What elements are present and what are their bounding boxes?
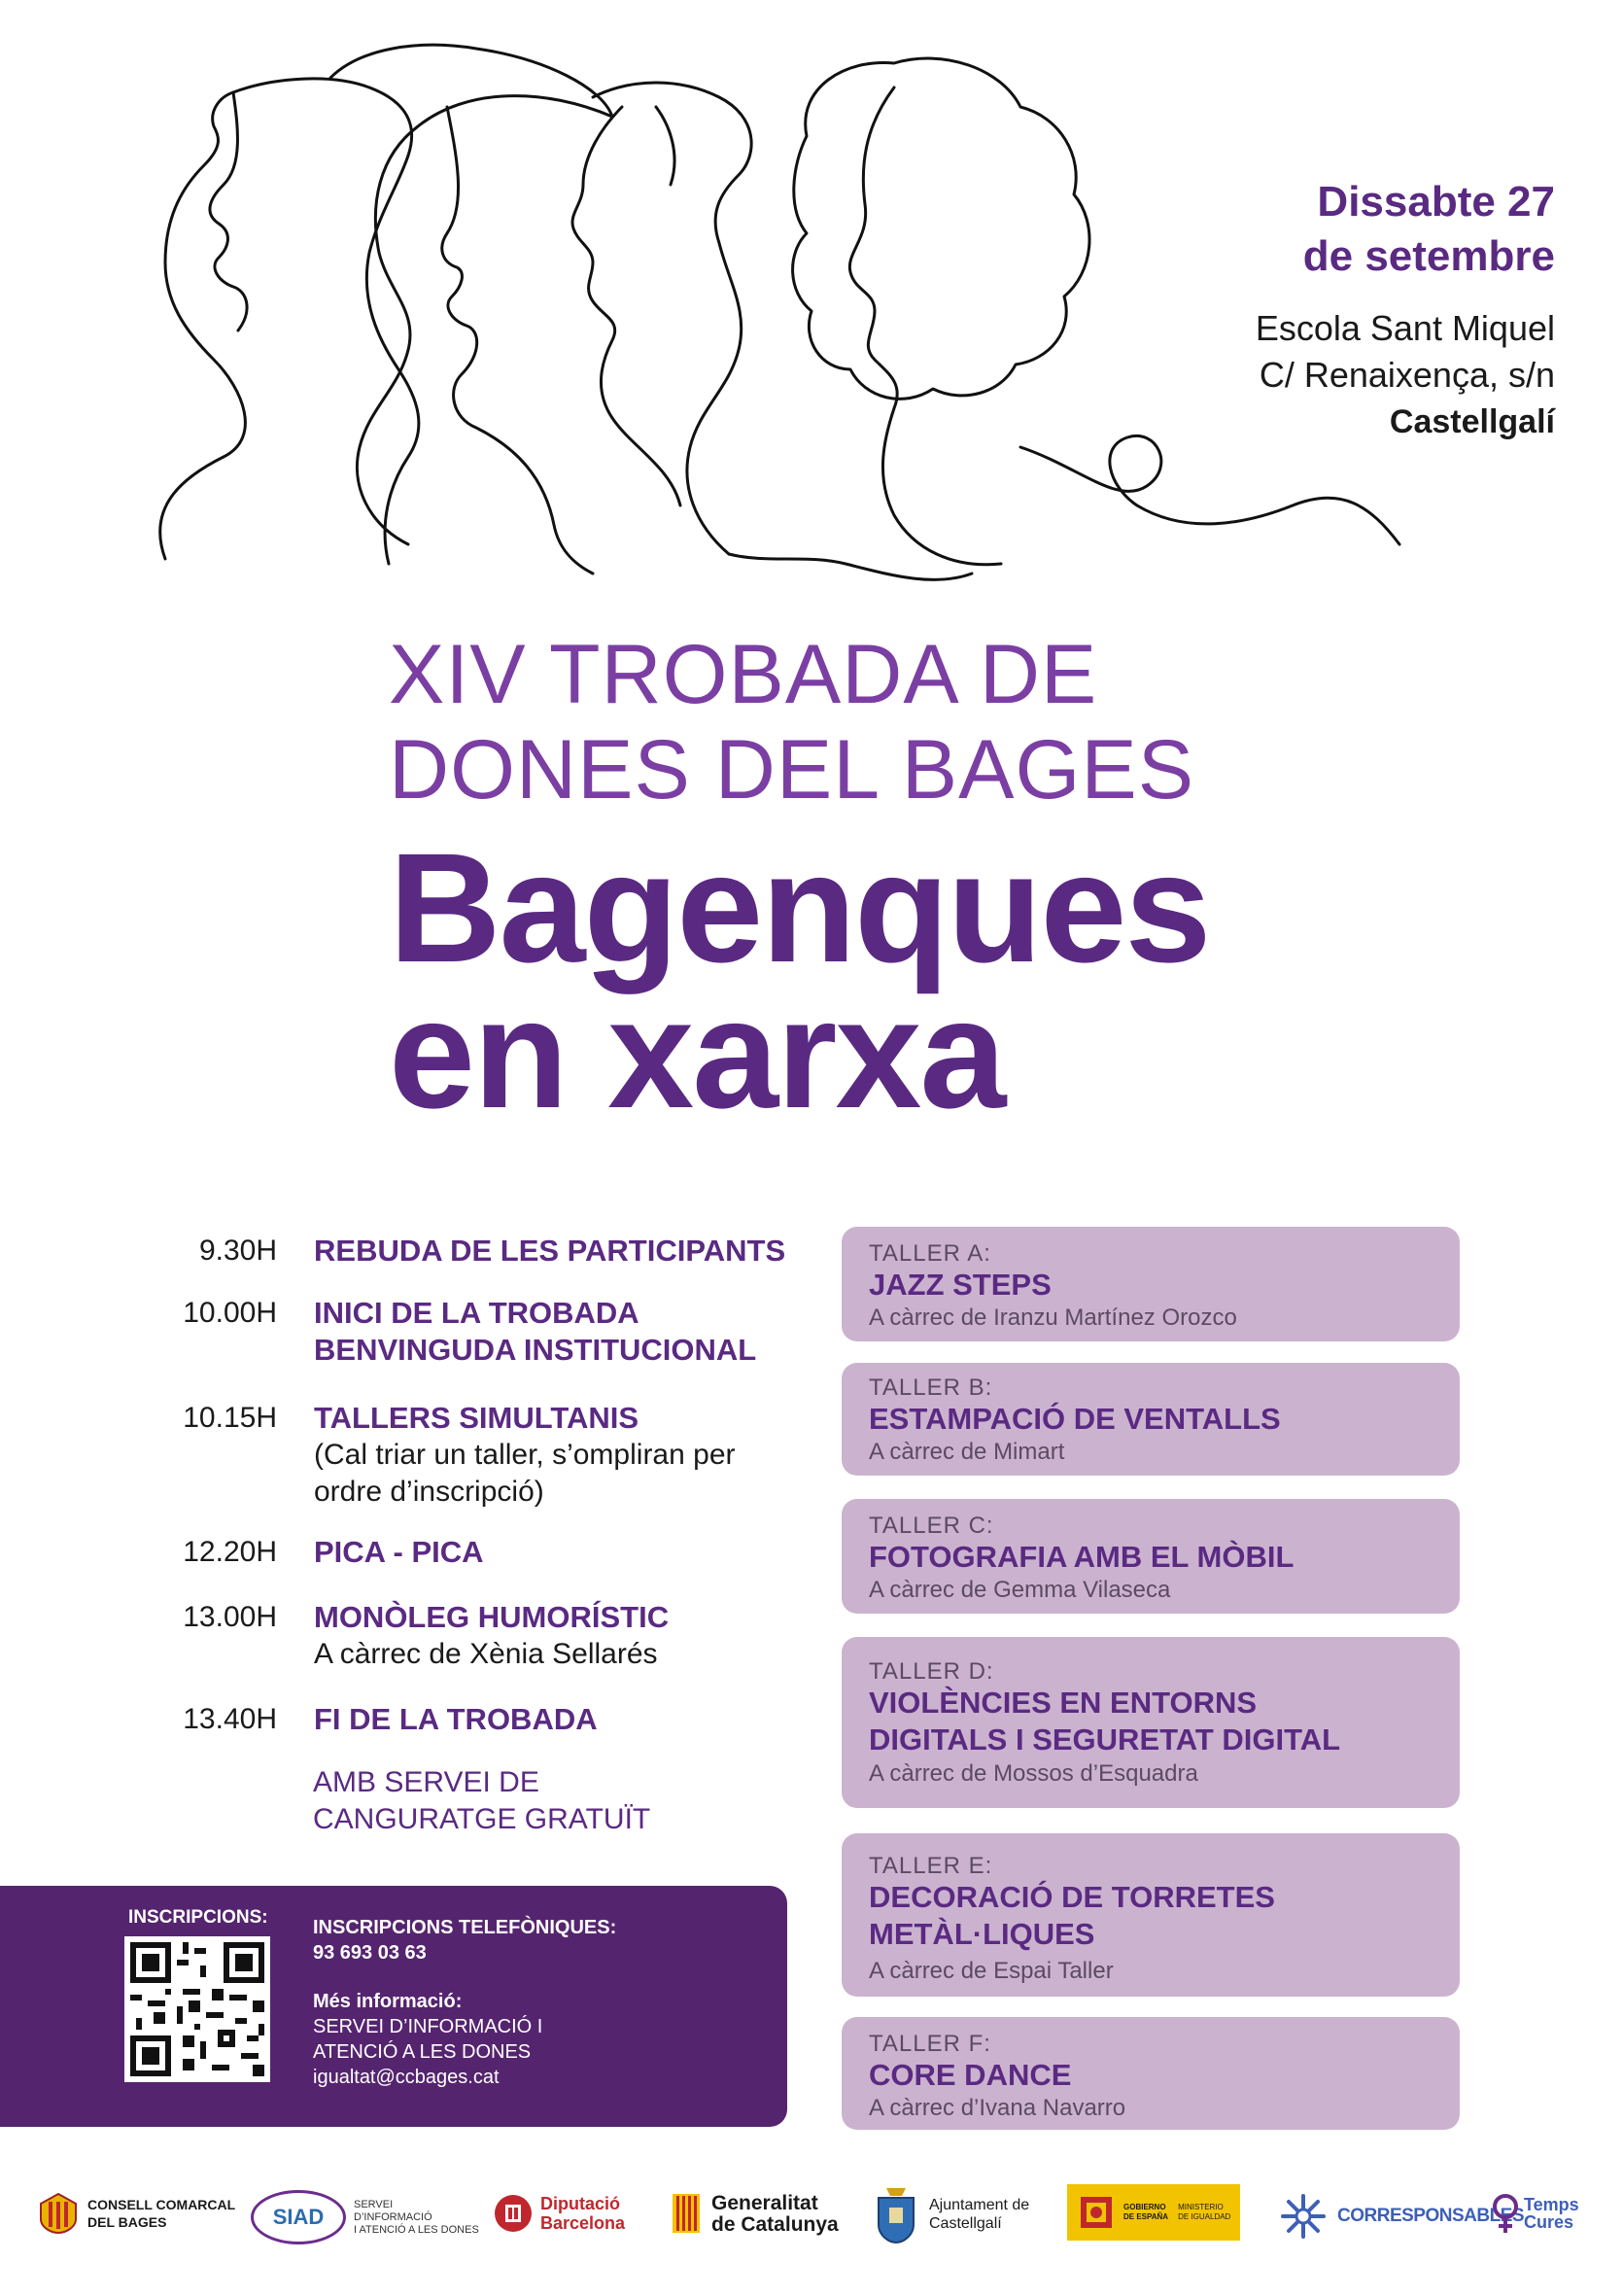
- info-line2: ATENCIÓ A LES DONES: [313, 2041, 532, 2063]
- schedule-title: INICI DE LA TROBADA: [314, 1296, 639, 1330]
- schedule-time: 13.00H: [183, 1601, 277, 1633]
- corresponsables-text: CORRESPONSABLES: [1337, 2206, 1525, 2226]
- event-date-month: de setembre: [1302, 232, 1555, 280]
- taller-host: A càrrec d’Ivana Navarro: [869, 2095, 1126, 2121]
- venue-town: Castellgalí: [1389, 403, 1555, 440]
- taller-title: CORE DANCE: [869, 2058, 1072, 2092]
- ministerio-line2: DE IGUALDAD: [1178, 2212, 1231, 2221]
- taller-host: A càrrec de Espai Taller: [869, 1958, 1114, 1984]
- schedule-title: TALLERS SIMULTANIS: [314, 1401, 639, 1435]
- event-slogan-line1: Bagenques: [389, 820, 1210, 994]
- ajuntament-logo: [873, 2182, 1029, 2246]
- diputacio-line2: Barcelona: [540, 2213, 626, 2233]
- info-line1: SERVEI D’INFORMACIÓ I: [313, 2016, 543, 2037]
- ajuntament-crest-icon: [873, 2182, 919, 2246]
- qr-label: INSCRIPCIONS:: [128, 1907, 268, 1928]
- event-title-line1: XIV TROBADA DE: [389, 628, 1098, 721]
- taller-title: ESTAMPACIÓ DE VENTALLS: [869, 1402, 1281, 1436]
- taller-label: TALLER D:: [869, 1658, 994, 1685]
- temps-line1: Temps: [1524, 2195, 1579, 2214]
- taller-box-d: [842, 1637, 1460, 1808]
- siad-line2: D’INFORMACIÓ: [354, 2210, 432, 2223]
- taller-box-c: [842, 1499, 1460, 1614]
- taller-box-e: [842, 1833, 1460, 1997]
- taller-label: TALLER F:: [869, 2031, 991, 2057]
- schedule-title: FI DE LA TROBADA: [314, 1702, 598, 1736]
- schedule-time: 10.15H: [183, 1402, 277, 1434]
- taller-title: VIOLÈNCIES EN ENTORNS: [869, 1686, 1258, 1720]
- generalitat-line1: Generalitat: [711, 2192, 818, 2214]
- childcare-service-note: [313, 1764, 650, 1838]
- corresponsables-logo: [1279, 2192, 1524, 2241]
- phone-number[interactable]: 93 693 03 63: [313, 1942, 427, 1964]
- event-title-line2: DONES DEL BAGES: [389, 723, 1195, 817]
- taller-title: JAZZ STEPS: [869, 1268, 1052, 1302]
- generalitat-line2: de Catalunya: [711, 2213, 839, 2236]
- gobierno-line2: DE ESPAÑA: [1123, 2212, 1169, 2221]
- diputacio-emblem-icon: [494, 2194, 533, 2233]
- info-heading: Més informació:: [313, 1991, 463, 2012]
- venus-icon: [1491, 2192, 1520, 2235]
- service-line2: CANGURATGE GRATUÏT: [313, 1803, 651, 1835]
- taller-host: A càrrec de Mossos d’Esquadra: [869, 1760, 1198, 1787]
- phone-heading: INSCRIPCIONS TELEFÒNIQUES:: [313, 1917, 617, 1938]
- taller-title: DECORACIÓ DE TORRETES: [869, 1880, 1275, 1914]
- schedule-time: 12.20H: [183, 1536, 277, 1568]
- info-email[interactable]: igualtat@ccbages.cat: [313, 2067, 500, 2088]
- schedule-time: 9.30H: [198, 1235, 277, 1267]
- corresponsables-star-icon: [1279, 2192, 1328, 2241]
- consell-line2: DEL BAGES: [87, 2214, 167, 2230]
- schedule-title: REBUDA DE LES PARTICIPANTS: [314, 1234, 786, 1268]
- siad-logo: [251, 2190, 479, 2244]
- qr-code[interactable]: [124, 1936, 270, 2082]
- schedule-title: PICA - PICA: [314, 1535, 484, 1569]
- schedule-note: ordre d’inscripció): [314, 1476, 544, 1508]
- title-block: [389, 627, 1210, 1140]
- service-line1: AMB SERVEI DE: [313, 1766, 539, 1798]
- taller-host: A càrrec de Iranzu Martínez Orozco: [869, 1305, 1237, 1331]
- diputacio-logo: [494, 2194, 625, 2233]
- ajuntament-line2: Castellgalí: [929, 2215, 1002, 2232]
- taller-title-line2: METÀL·LIQUES: [869, 1917, 1095, 1951]
- taller-box-f: [842, 2017, 1460, 2130]
- temps-line2: Cures: [1524, 2212, 1574, 2232]
- generalitat-logo: [671, 2192, 839, 2237]
- generalitat-emblem-icon: [671, 2192, 702, 2237]
- schedule-note: A càrrec de Xènia Sellarés: [314, 1638, 658, 1670]
- ministerio-igualdad-logo: [1067, 2184, 1240, 2241]
- taller-label: TALLER B:: [869, 1374, 993, 1401]
- taller-title: FOTOGRAFIA AMB EL MÒBIL: [869, 1540, 1295, 1574]
- ministerio-line1: MINISTERIO: [1178, 2203, 1224, 2211]
- event-info: [1256, 175, 1555, 445]
- siad-line1: SERVEI: [354, 2198, 394, 2210]
- taller-label: TALLER E:: [869, 1853, 993, 1879]
- ajuntament-line1: Ajuntament de: [929, 2197, 1030, 2213]
- consell-comarcal-logo: [39, 2192, 235, 2235]
- siad-mark: SIAD: [251, 2190, 346, 2244]
- taller-host: A càrrec de Mimart: [869, 1439, 1065, 1465]
- gobierno-line1: GOBIERNO: [1123, 2203, 1166, 2211]
- venue-address: C/ Renaixença, s/n: [1259, 355, 1555, 395]
- event-date: Dissabte 27: [1317, 178, 1555, 226]
- schedule-time: 10.00H: [183, 1297, 277, 1329]
- event-slogan-line2: en xarxa: [389, 966, 1005, 1140]
- women-profiles-illustration: [126, 19, 1438, 593]
- venue-name: Escola Sant Miquel: [1255, 308, 1555, 348]
- consell-line1: CONSELL COMARCAL: [87, 2197, 236, 2212]
- schedule-time: 13.40H: [183, 1703, 277, 1735]
- siad-line3: I ATENCIÓ A LES DONES: [354, 2223, 479, 2236]
- taller-box-b: [842, 1363, 1460, 1476]
- taller-box-a: [842, 1227, 1460, 1341]
- taller-title-line2: DIGITALS I SEGURETAT DIGITAL: [869, 1722, 1341, 1757]
- schedule-note: (Cal triar un taller, s’ompliran per: [314, 1439, 736, 1471]
- sponsor-logos: [0, 2163, 1623, 2270]
- schedule-title-line2: BENVINGUDA INSTITUCIONAL: [314, 1333, 757, 1367]
- coat-of-arms-icon: [1073, 2189, 1120, 2236]
- diputacio-line1: Diputació: [540, 2194, 621, 2213]
- inscriptions-panel: [0, 1886, 787, 2127]
- temps-cures-logo: [1491, 2192, 1579, 2235]
- schedule-title: MONÒLEG HUMORÍSTIC: [314, 1600, 670, 1634]
- taller-label: TALLER C:: [869, 1513, 994, 1539]
- taller-host: A càrrec de Gemma Vilaseca: [869, 1577, 1171, 1603]
- taller-label: TALLER A:: [869, 1240, 991, 1267]
- shield-icon: [39, 2192, 78, 2235]
